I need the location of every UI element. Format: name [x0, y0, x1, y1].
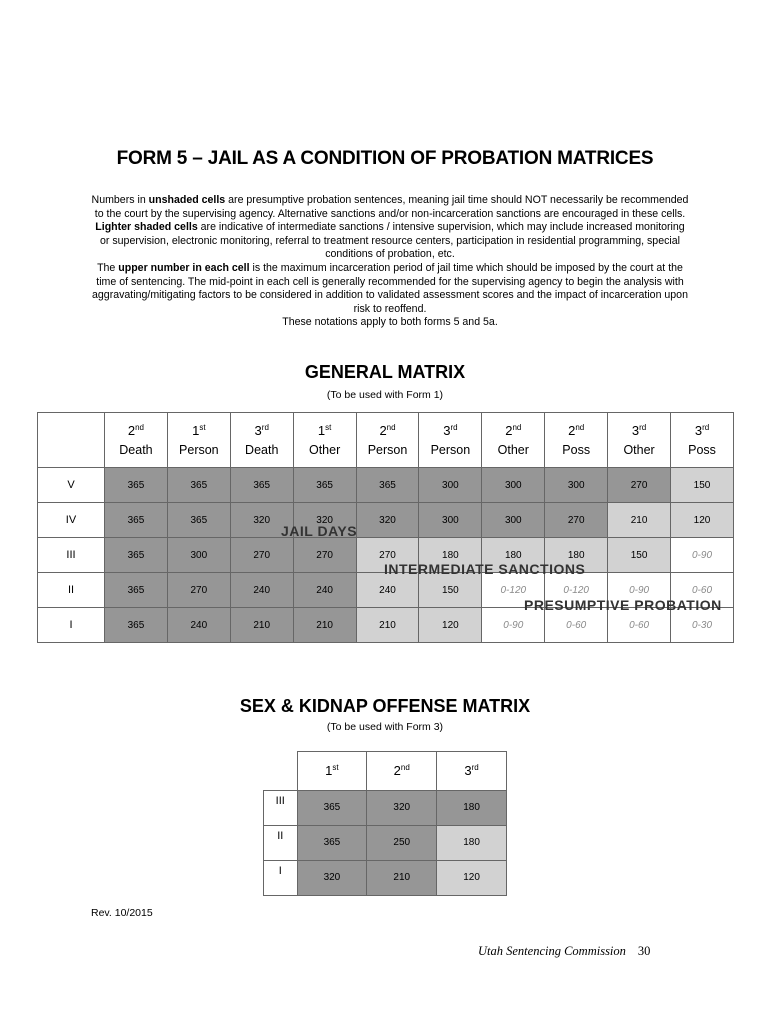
column-category: Other — [623, 442, 655, 457]
sex-matrix-cell: 180 — [437, 790, 507, 825]
general-matrix-row — [38, 503, 734, 538]
ordinal-suffix: st — [199, 422, 206, 432]
ordinal-number: 2 — [505, 422, 513, 438]
general-matrix-cell: 270 — [293, 538, 356, 573]
general-matrix-cell: 365 — [293, 468, 356, 503]
ordinal-suffix: nd — [386, 422, 396, 432]
sex-column-header — [367, 752, 437, 791]
general-column-header — [230, 413, 293, 468]
general-matrix-cell: 300 — [419, 468, 482, 503]
general-column-header — [482, 413, 545, 468]
general-row-label: I — [38, 608, 105, 643]
general-row-label: III — [38, 538, 105, 573]
general-matrix-row — [38, 468, 734, 503]
column-ordinal — [357, 421, 419, 441]
general-matrix-cell: 0-90 — [608, 573, 671, 608]
sex-column-header — [437, 752, 507, 791]
sex-row-label: II — [264, 825, 298, 860]
ordinal-number: 1 — [192, 422, 200, 438]
general-matrix-cell: 365 — [356, 468, 419, 503]
sex-matrix-cell: 180 — [437, 825, 507, 860]
general-row-label: IV — [38, 503, 105, 538]
column-ordinal — [419, 421, 481, 441]
intro-bold-lighter: Lighter shaded cells — [95, 221, 198, 234]
sex-matrix-cell: 320 — [297, 860, 367, 895]
general-matrix-cell: 365 — [105, 608, 168, 643]
column-ordinal — [231, 421, 293, 441]
general-matrix-cell: 300 — [545, 468, 608, 503]
general-matrix-cell: 0-30 — [671, 608, 734, 643]
general-matrix-cell: 150 — [419, 573, 482, 608]
ordinal-suffix: nd — [400, 763, 410, 773]
ordinal-suffix: rd — [450, 422, 458, 432]
general-column-header — [293, 413, 356, 468]
general-matrix-cell: 320 — [356, 503, 419, 538]
ordinal-number: 3 — [443, 422, 451, 438]
general-column-header — [671, 413, 734, 468]
general-matrix-cell: 300 — [482, 468, 545, 503]
intro-text-span: are presumptive probation sentences, meaning jail time should NOT necessarily be recommended to the court by the supervising agency. Alternative sanctions and/or non-incarceration sanctions are encouraged in these cells. — [94, 194, 689, 220]
column-ordinal — [671, 421, 733, 441]
intro-bold-unshaded: unshaded cells — [148, 194, 226, 206]
general-column-header — [356, 413, 419, 468]
sex-row-label: I — [264, 860, 298, 895]
sex-matrix-row — [264, 825, 507, 860]
general-matrix-cell: 0-60 — [608, 608, 671, 643]
general-matrix-cell: 180 — [545, 538, 608, 573]
general-matrix-cell: 180 — [419, 538, 482, 573]
page-number: 30 — [637, 944, 651, 958]
ordinal-number: 2 — [393, 763, 401, 779]
column-category: Death — [245, 442, 279, 457]
intro-text-span: is the maximum incarceration period of jail time which should be imposed by the court at the time of sentencing. The mid-point in each cell is generally recommended for the supervising agency to begin the analysis with aggravating/mitigating factors to be considered in addition to validated assessment scores and the impact of incarceration upon risk to reoffend. — [92, 261, 688, 315]
general-row-label: II — [38, 573, 105, 608]
ordinal-number: 1 — [325, 763, 333, 779]
ordinal-number: 1 — [317, 422, 326, 438]
general-matrix-cell: 270 — [356, 538, 419, 573]
general-matrix-cell: 300 — [482, 503, 545, 538]
general-matrix-cell: 365 — [230, 468, 293, 503]
sex-matrix-cell: 250 — [367, 825, 437, 860]
ordinal-suffix: rd — [261, 422, 269, 432]
general-matrix-cell: 300 — [419, 503, 482, 538]
sex-matrix-cell: 320 — [367, 790, 437, 825]
general-column-header — [167, 413, 230, 468]
general-matrix-cell: 270 — [230, 538, 293, 573]
intro-paragraph-unshaded — [90, 194, 690, 221]
column-ordinal — [168, 421, 230, 441]
sex-kidnap-matrix-table — [263, 751, 507, 896]
general-matrix-cell: 120 — [419, 608, 482, 643]
sex-matrix-cell: 365 — [297, 825, 367, 860]
general-matrix-cell: 0-60 — [671, 573, 734, 608]
general-matrix-cell: 0-60 — [545, 608, 608, 643]
column-category: Other — [497, 442, 529, 457]
column-category: Person — [430, 442, 471, 457]
general-matrix-cell: 150 — [608, 538, 671, 573]
general-matrix-title: GENERAL MATRIX — [304, 362, 466, 382]
general-matrix-cell: 120 — [671, 503, 734, 538]
ordinal-suffix: nd — [512, 422, 522, 432]
intro-text-span: The — [97, 261, 119, 274]
ordinal-suffix: st — [332, 763, 339, 773]
column-category: Person — [179, 442, 219, 457]
overlay-intermediate-sanctions: INTERMEDIATE SANCTIONS — [384, 561, 586, 577]
general-column-header — [608, 413, 671, 468]
general-matrix-cell: 0-120 — [545, 573, 608, 608]
column-ordinal — [294, 421, 356, 441]
sex-header-row — [264, 752, 507, 791]
revision-date: Rev. 10/2015 — [91, 907, 153, 919]
column-category: Poss — [688, 442, 716, 457]
sex-corner-cell — [264, 752, 298, 791]
general-matrix-subtitle: (To be used with Form 1) — [326, 389, 444, 401]
general-matrix-cell: 320 — [230, 503, 293, 538]
general-matrix-cell: 365 — [105, 468, 168, 503]
general-matrix-cell: 150 — [671, 468, 734, 503]
ordinal-suffix: rd — [639, 422, 647, 432]
general-matrix-cell: 365 — [167, 503, 230, 538]
general-matrix-cell: 320 — [293, 503, 356, 538]
ordinal-number: 2 — [379, 422, 387, 438]
general-column-header — [105, 413, 168, 468]
intro-text — [90, 194, 690, 330]
footer-org: Utah Sentencing Commission — [478, 944, 626, 958]
general-matrix-cell: 270 — [545, 503, 608, 538]
column-ordinal — [545, 421, 607, 441]
overlay-jail-days: JAIL DAYS — [281, 523, 358, 539]
intro-paragraph-upper — [90, 262, 690, 316]
ordinal-number: 3 — [694, 422, 703, 438]
general-matrix-cell: 270 — [608, 468, 671, 503]
intro-bold-upper: upper number in each cell — [118, 261, 250, 274]
ordinal-suffix: rd — [471, 763, 479, 773]
ordinal-suffix: nd — [575, 422, 585, 432]
general-matrix-cell: 240 — [356, 573, 419, 608]
intro-paragraph-lighter — [90, 221, 690, 262]
column-category: Death — [119, 442, 153, 457]
general-matrix-cell: 240 — [293, 573, 356, 608]
sex-matrix-cell: 210 — [367, 860, 437, 895]
column-category: Person — [367, 442, 408, 457]
ordinal-suffix: st — [325, 422, 332, 432]
sex-matrix-row — [264, 790, 507, 825]
general-matrix-cell: 210 — [356, 608, 419, 643]
ordinal-number: 3 — [631, 422, 640, 438]
sex-matrix-cell: 120 — [437, 860, 507, 895]
column-category: Other — [308, 442, 341, 457]
general-corner-cell — [38, 413, 105, 468]
sex-column-header — [297, 752, 367, 791]
general-header-row — [38, 413, 734, 468]
general-matrix-cell: 365 — [105, 503, 168, 538]
general-matrix-cell: 365 — [105, 538, 168, 573]
general-matrix-cell: 180 — [482, 538, 545, 573]
intro-text-span: are indicative of intermediate sanctions / intensive supervision, which may include increased monitoring or supervision, electronic monitoring, referral to treatment resource centers, participation in residential programming, special conditions of probation, etc. — [100, 221, 685, 261]
ordinal-number: 3 — [464, 763, 472, 779]
general-matrix-cell: 0-120 — [482, 573, 545, 608]
general-row-label: V — [38, 468, 105, 503]
column-ordinal — [608, 421, 670, 441]
general-matrix-cell: 0-90 — [482, 608, 545, 643]
general-matrix-cell: 270 — [167, 573, 230, 608]
general-column-header — [419, 413, 482, 468]
sex-matrix-subtitle: (To be used with Form 3) — [326, 721, 444, 733]
general-matrix-cell: 300 — [167, 538, 230, 573]
intro-paragraph-notations: These notations apply to both forms 5 and 5a. — [282, 316, 498, 329]
intro-text-span: Numbers in — [91, 194, 149, 206]
ordinal-suffix: nd — [135, 422, 145, 432]
general-matrix-cell: 365 — [105, 573, 168, 608]
general-matrix-cell: 240 — [230, 573, 293, 608]
ordinal-number: 2 — [127, 422, 136, 438]
ordinal-number: 3 — [254, 422, 262, 438]
general-matrix-cell: 240 — [167, 608, 230, 643]
general-column-header — [545, 413, 608, 468]
general-matrix-cell: 0-90 — [671, 538, 734, 573]
page-footer — [478, 944, 650, 959]
page-title: FORM 5 – JAIL AS A CONDITION OF PROBATION MATRICES — [116, 148, 654, 169]
general-matrix-cell: 210 — [608, 503, 671, 538]
sex-row-label: III — [264, 790, 298, 825]
general-matrix-cell: 210 — [293, 608, 356, 643]
column-ordinal — [482, 421, 544, 441]
general-matrix-cell: 210 — [230, 608, 293, 643]
column-ordinal — [105, 421, 167, 441]
column-category: Poss — [562, 442, 591, 457]
ordinal-suffix: rd — [702, 422, 710, 432]
general-matrix-cell: 365 — [167, 468, 230, 503]
overlay-presumptive-probation: PRESUMPTIVE PROBATION — [524, 597, 722, 613]
sex-matrix-row — [264, 860, 507, 895]
ordinal-number: 2 — [568, 422, 576, 438]
sex-matrix-cell: 365 — [297, 790, 367, 825]
sex-matrix-title: SEX & KIDNAP OFFENSE MATRIX — [239, 696, 531, 716]
